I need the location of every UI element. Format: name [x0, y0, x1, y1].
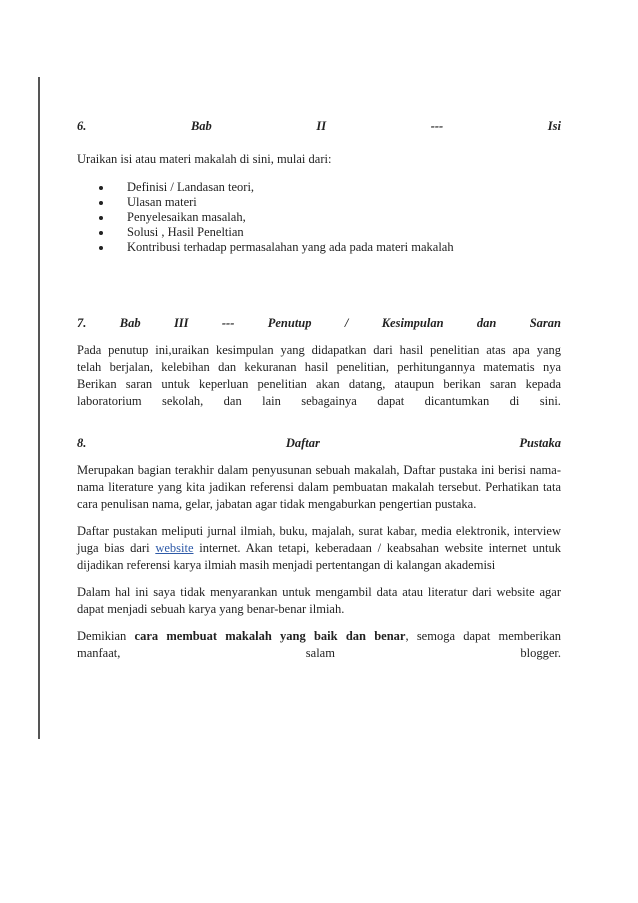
heading-word: 8. [77, 436, 87, 450]
paragraph-text: Demikian [77, 629, 135, 643]
heading-word: dan [476, 316, 497, 330]
heading-word: III [173, 316, 189, 330]
heading-word: Kesimpulan [381, 316, 444, 330]
heading-word: II [316, 119, 327, 133]
word: sebagainya [301, 394, 357, 408]
document-body [77, 118, 561, 662]
heading-word: Pustaka [519, 436, 561, 450]
word: sini. [539, 394, 561, 408]
list-item: Definisi / Landasan teori, [77, 180, 561, 195]
list-item: Penyelesaikan masalah, [77, 210, 561, 225]
paragraph-text: , semoga dapat memberikan [405, 629, 562, 643]
heading-word: 6. [77, 119, 87, 133]
heading-word: Bab [190, 119, 212, 133]
section-7-heading [77, 315, 561, 332]
heading-word: Bab [119, 316, 141, 330]
word: lain [262, 394, 281, 408]
word: di [509, 394, 520, 408]
section-6-heading [77, 118, 561, 135]
word: sekolah, [161, 394, 204, 408]
section-6-bullet-list [77, 180, 561, 255]
section-6-intro: Uraikan isi atau materi makalah di sini, mulai dari: [77, 152, 332, 166]
word: dapat [377, 394, 405, 408]
heading-word: Saran [529, 316, 561, 330]
list-item: Kontribusi terhadap permasalahan yang ada pada materi makalah [77, 240, 561, 255]
word: manfaat, [77, 646, 121, 660]
bold-phrase: cara membuat makalah yang baik dan benar [134, 629, 406, 643]
heading-word: Penutup [267, 316, 312, 330]
website-link[interactable]: website [155, 541, 194, 555]
margin-rule [38, 77, 40, 739]
section-8-paragraph-3: Dalam hal ini saya tidak menyarankan untuk mengambil data atau literatur dari website agar dapat menjadi sebuah karya yang benar-benar ilmiah. [77, 585, 561, 616]
paragraph-text: internet. Akan tetapi, keberadaan / keabsahan website internet untuk dijadikan referensi karya ilmiah masih menjadi pertentangan di kalangan akademisi [77, 541, 561, 572]
list-item: Solusi , Hasil Peneltian [77, 225, 561, 240]
heading-word: --- [430, 119, 444, 133]
section-8-paragraph-2 [77, 523, 561, 574]
word: salam [305, 646, 335, 660]
heading-word: 7. [77, 316, 87, 330]
heading-word: Isi [547, 119, 561, 133]
word: laboratorium [77, 394, 142, 408]
heading-word: Daftar [285, 436, 320, 450]
section-8-paragraph-1: Merupakan bagian terakhir dalam penyusunan sebuah makalah, Daftar pustaka ini berisi nama-nama literature yang kita jadikan referensi dalam pembuatan makalah tersebut. Perhatikan tata cara penulisan nama, gelar, jabatan agar tidak mengaburkan pengertian pustaka. [77, 463, 561, 511]
word: dan [223, 394, 242, 408]
closing-line [77, 645, 561, 662]
word: dicantumkan [424, 394, 490, 408]
heading-word: / [344, 316, 349, 330]
section-7-line: telah berjalan, kelebihan dan kekuranan hasil penelitian, perhitungannya matematis nya [77, 360, 561, 374]
section-8-paragraph-4 [77, 628, 561, 645]
list-item: Ulasan materi [77, 195, 561, 210]
word: blogger. [520, 646, 561, 660]
paragraph-text: Daftar pustakan meliputi jurnal ilmiah, buku, majalah, surat kabar, media elektronik, interview juga bias dari [77, 524, 561, 555]
section-7-line: Berikan saran untuk keperluan penelitian akan datang, ataupun berikan saran kepada [77, 377, 561, 391]
heading-word: --- [221, 316, 235, 330]
section-8-heading [77, 435, 561, 452]
section-7-body [77, 342, 561, 410]
section-7-last-line [77, 393, 561, 410]
section-7-line: Pada penutup ini,uraikan kesimpulan yang didapatkan dari hasil penelitian atas apa yang [77, 343, 561, 357]
